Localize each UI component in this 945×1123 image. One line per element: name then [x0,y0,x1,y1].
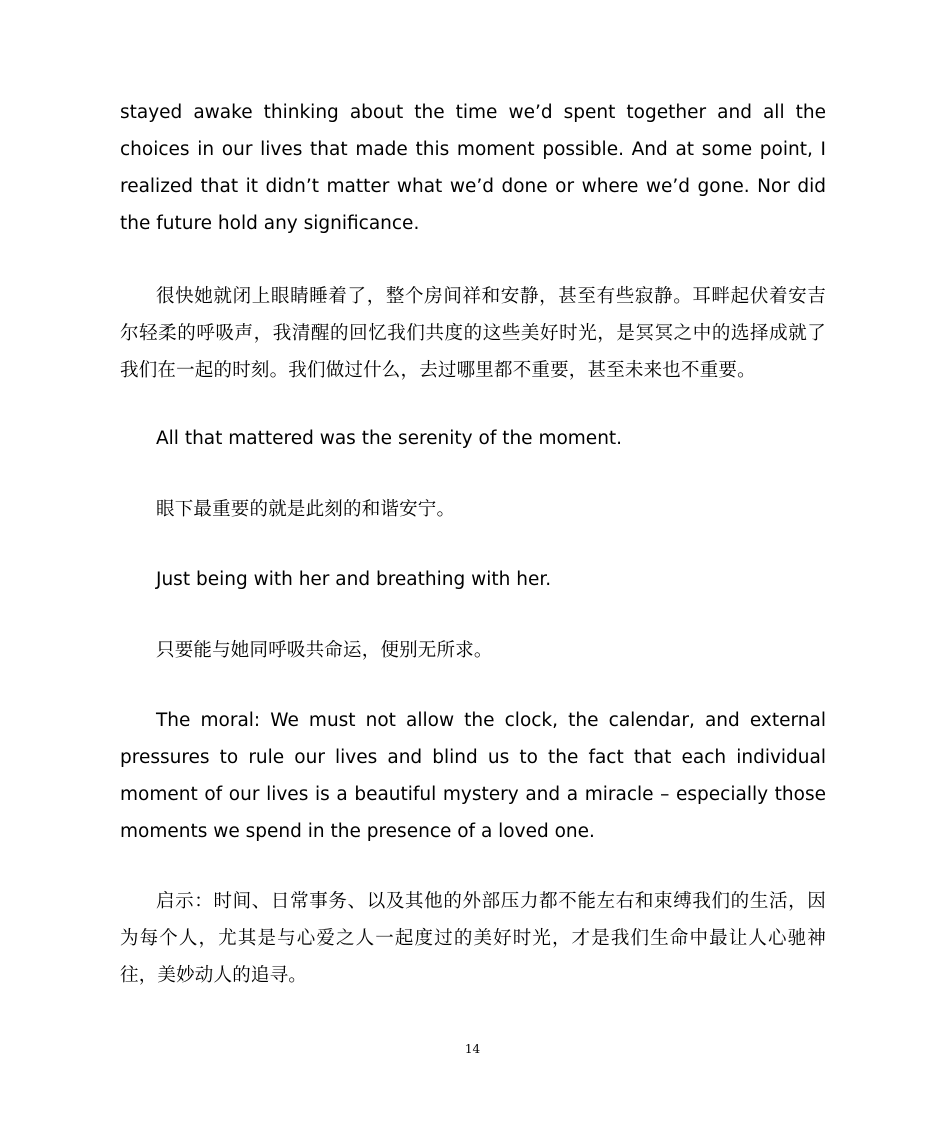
paragraph-english-moral: The moral: We must not allow the clock, the calendar, and external pressures to rule our lives and blind us to the fact that each individual moment of our lives is a beautiful mystery and a miracle – especially those moments we spend in the presence of a loved one. [120,710,826,842]
paragraph-english-serenity: All that mattered was the serenity of the moment. [156,428,623,449]
paragraph-chinese-breathing: 只要能与她同呼吸共命运，便别无所求。 [156,640,493,661]
paragraph-chinese-serenity: 眼下最重要的就是此刻的和谐安宁。 [156,499,456,520]
page-number: 14 [464,1042,481,1056]
paragraph-chinese-moral: 启示：时间、日常事务、以及其他的外部压力都不能左右和束缚我们的生活，因为每个人，尤其是与心爱之人一起度过的美好时光，才是我们生命中最让人心驰神往，美妙动人的追寻。 [120,891,826,986]
paragraph-english-continuation: stayed awake thinking about the time we’d spent together and all the choices in our lives that made this moment possible. And at some point, I realized that it didn’t matter what we’d done or where we’d gone. Nor did the future hold any significance. [120,102,826,234]
paragraph-english-breathing: Just being with her and breathing with her. [156,569,552,590]
paragraph-chinese-falling-asleep: 很快她就闭上眼睛睡着了，整个房间祥和安静，甚至有些寂静。耳畔起伏着安吉尔轻柔的呼吸声，我清醒的回忆我们共度的这些美好时光，是冥冥之中的选择成就了我们在一起的时刻。我们做过什么，去过哪里都不重要，甚至未来也不重要。 [120,286,826,381]
